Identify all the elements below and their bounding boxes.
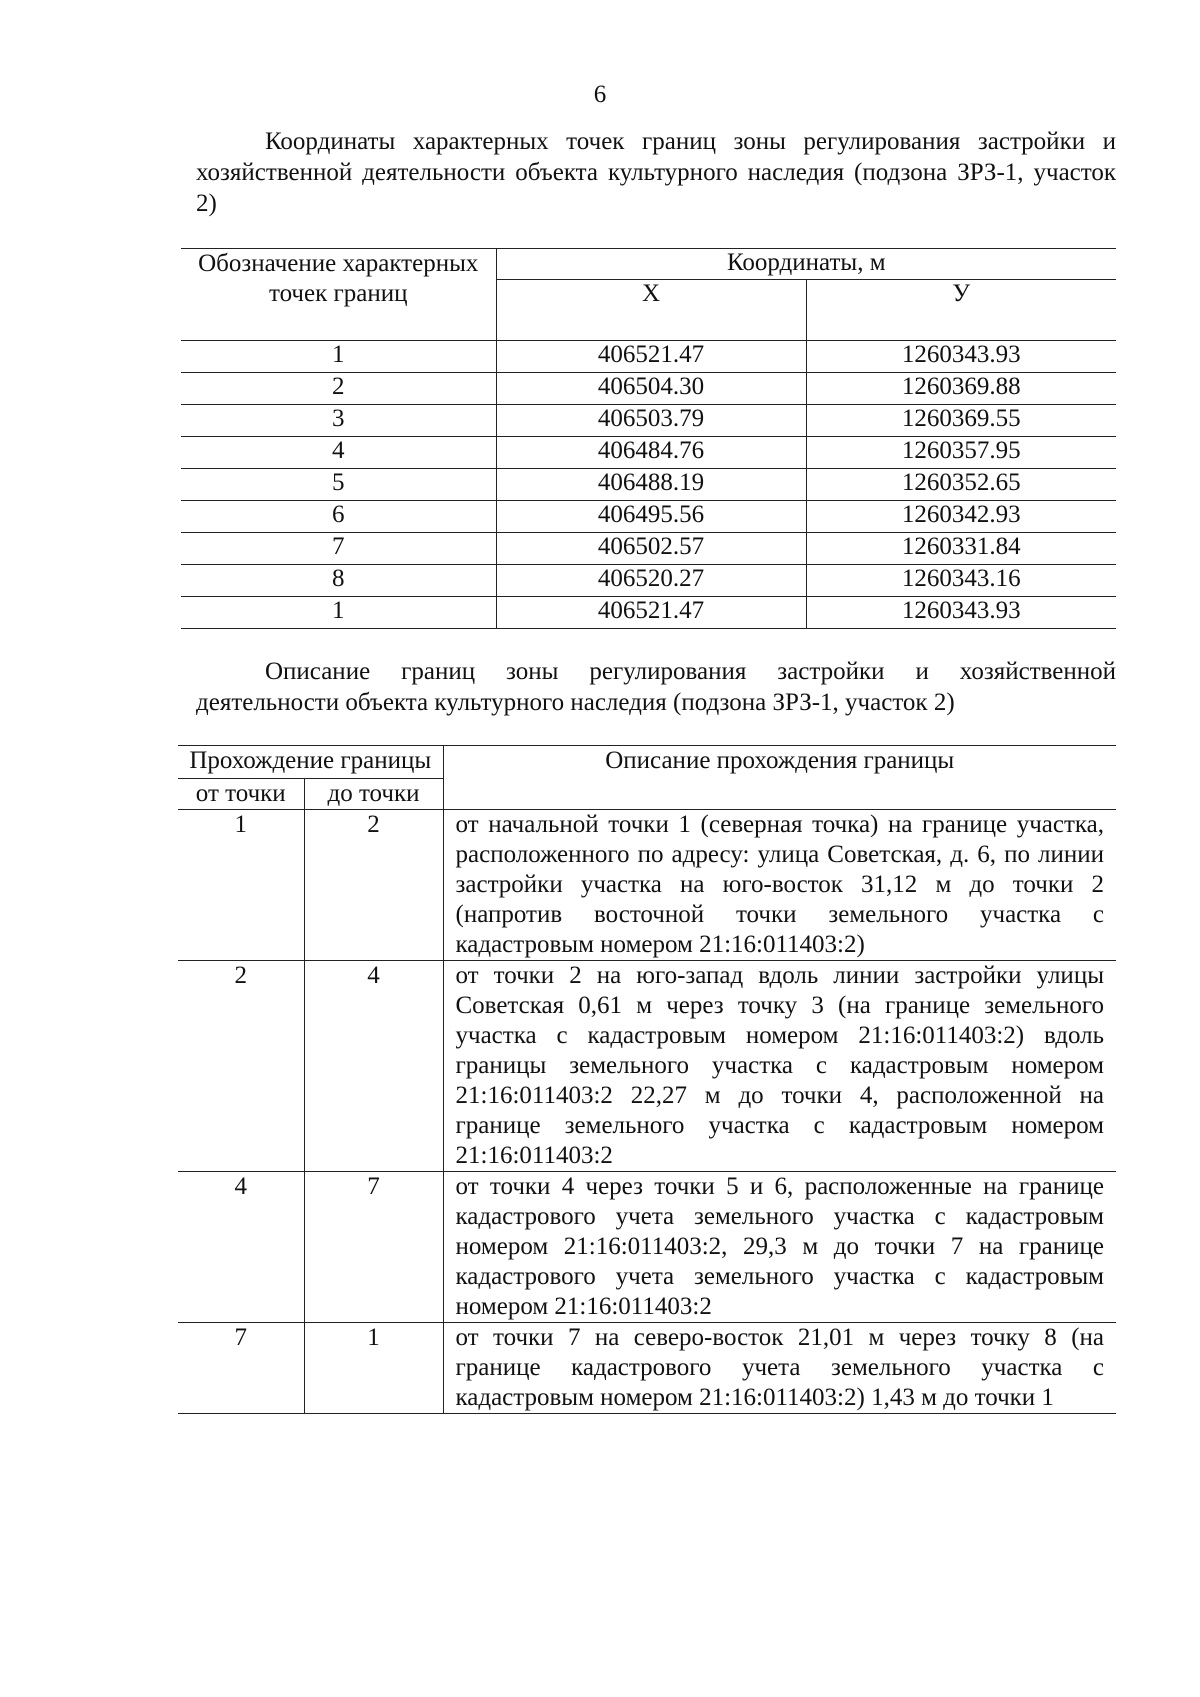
x-cell: 406488.19 [496,469,806,501]
to-point-cell: 7 [304,1172,443,1323]
coordinates-row [181,341,1116,373]
y-cell: 1260352.65 [806,469,1116,501]
coordinates-row [181,533,1116,565]
description-row [178,1172,1116,1323]
coordinates-row [181,597,1116,629]
description-title: Описание границ зоны регулирования застройки и хозяйственной деятельности объекта культурного наследия (подзона ЗРЗ-1, участок 2) [196,658,1116,716]
y-cell: 1260369.88 [806,373,1116,405]
point-cell: 8 [181,565,496,597]
coordinates-row [181,437,1116,469]
description-table [178,745,1116,1414]
coordinates-header-row [181,249,1116,280]
description-row [178,810,1116,961]
description-row [178,1323,1116,1414]
page-number: 6 [593,81,607,108]
point-cell: 4 [181,437,496,469]
header-y: У [806,280,1116,341]
y-cell: 1260343.93 [806,341,1116,373]
from-point-cell: 2 [178,961,304,1172]
x-cell: 406521.47 [496,341,806,373]
description-text-cell: от начальной точки 1 (северная точка) на границе участка, расположенного по адресу: улица Советская, д. 6, по линии застройки участка на юго-восток 31,12 м до точки 2 (напротив восточной точки земельного участка с кадастровым номером 21:16:011403:2) [443,810,1116,961]
header-description: Описание прохождения границы [443,746,1116,810]
point-cell: 6 [181,501,496,533]
x-cell: 406495.56 [496,501,806,533]
header-point-label: Обозначение характерных точек границ [181,249,496,341]
point-cell: 2 [181,373,496,405]
x-cell: 406520.27 [496,565,806,597]
y-cell: 1260343.16 [806,565,1116,597]
description-text-cell: от точки 4 через точки 5 и 6, расположенные на границе кадастрового учета земельного участка с кадастровым номером 21:16:011403:2, 29,3 м до точки 7 на границе кадастрового учета земельного участка с кадастровым номером 21:16:011403:2 [443,1172,1116,1323]
header-x: X [496,280,806,341]
coordinates-row [181,469,1116,501]
to-point-cell: 1 [304,1323,443,1414]
header-passage: Прохождение границы [178,746,443,779]
header-coordinates: Координаты, м [496,249,1116,280]
point-cell: 7 [181,533,496,565]
coordinates-row [181,373,1116,405]
x-cell: 406521.47 [496,597,806,629]
point-cell: 1 [181,597,496,629]
coordinates-row [181,405,1116,437]
x-cell: 406503.79 [496,405,806,437]
to-point-cell: 4 [304,961,443,1172]
header-to: до точки [304,779,443,810]
coordinates-row [181,501,1116,533]
x-cell: 406504.30 [496,373,806,405]
point-cell: 5 [181,469,496,501]
point-cell: 1 [181,341,496,373]
coordinates-title: Координаты характерных точек границ зоны регулирования застройки и хозяйственной деятельности объекта культурного наследия (подзона ЗРЗ-1, участок 2) [196,128,1116,217]
y-cell: 1260369.55 [806,405,1116,437]
coordinates-row [181,565,1116,597]
description-header-row [178,746,1116,779]
header-from: от точки [178,779,304,810]
description-text-cell: от точки 2 на юго-запад вдоль линии застройки улицы Советская 0,61 м через точку 3 (на границе земельного участка с кадастровым номером 21:16:011403:2) вдоль границы земельного участка с кадастровым номером 21:16:011403:2 22,27 м до точки 4, расположенной на границе земельного участка с кадастровым номером 21:16:011403:2 [443,961,1116,1172]
x-cell: 406502.57 [496,533,806,565]
from-point-cell: 4 [178,1172,304,1323]
y-cell: 1260357.95 [806,437,1116,469]
to-point-cell: 2 [304,810,443,961]
coordinates-table [181,248,1116,629]
from-point-cell: 7 [178,1323,304,1414]
y-cell: 1260331.84 [806,533,1116,565]
x-cell: 406484.76 [496,437,806,469]
from-point-cell: 1 [178,810,304,961]
y-cell: 1260343.93 [806,597,1116,629]
description-row [178,961,1116,1172]
point-cell: 3 [181,405,496,437]
y-cell: 1260342.93 [806,501,1116,533]
description-text-cell: от точки 7 на северо-восток 21,01 м через точку 8 (на границе кадастрового учета земельного участка с кадастровым номером 21:16:011403:2) 1,43 м до точки 1 [443,1323,1116,1414]
